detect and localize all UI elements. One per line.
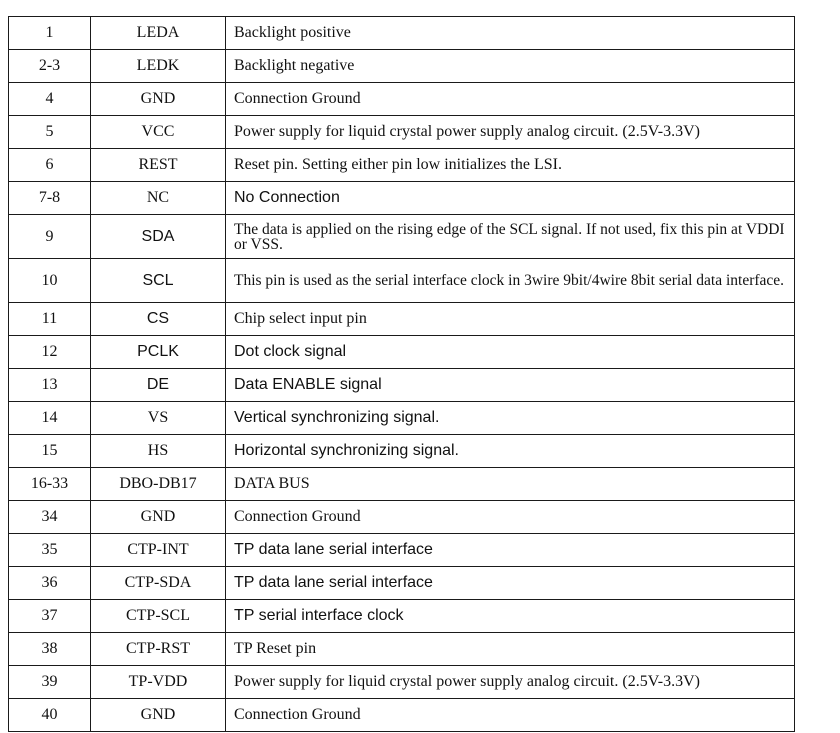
table-row xyxy=(9,215,795,259)
table-row xyxy=(9,149,795,182)
pin-description: Connection Ground xyxy=(226,501,795,534)
table-row xyxy=(9,303,795,336)
pin-number: 39 xyxy=(9,666,91,699)
pin-number: 7-8 xyxy=(9,182,91,215)
table-row xyxy=(9,259,795,303)
table-row xyxy=(9,600,795,633)
pin-description: Data ENABLE signal xyxy=(226,369,795,402)
pin-description: This pin is used as the serial interface clock in 3wire 9bit/4wire 8bit serial data interface. xyxy=(226,259,795,303)
pin-symbol: CTP-RST xyxy=(91,633,226,666)
pin-number: 5 xyxy=(9,116,91,149)
pin-number: 40 xyxy=(9,699,91,732)
pin-description: Chip select input pin xyxy=(226,303,795,336)
pin-description: Dot clock signal xyxy=(226,336,795,369)
table-row xyxy=(9,336,795,369)
pin-description: Connection Ground xyxy=(226,83,795,116)
pin-symbol: TP-VDD xyxy=(91,666,226,699)
pin-description: Horizontal synchronizing signal. xyxy=(226,435,795,468)
pin-symbol: PCLK xyxy=(91,336,226,369)
pin-description: Power supply for liquid crystal power supply analog circuit. (2.5V-3.3V) xyxy=(226,666,795,699)
pin-number: 2-3 xyxy=(9,50,91,83)
pin-number: 16-33 xyxy=(9,468,91,501)
table-row xyxy=(9,666,795,699)
pin-symbol: SDA xyxy=(91,215,226,259)
table-row xyxy=(9,182,795,215)
pin-number: 36 xyxy=(9,567,91,600)
pin-number: 10 xyxy=(9,259,91,303)
pin-symbol: LEDA xyxy=(91,17,226,50)
pin-number: 4 xyxy=(9,83,91,116)
table-row xyxy=(9,699,795,732)
pin-number: 34 xyxy=(9,501,91,534)
pin-description: TP Reset pin xyxy=(226,633,795,666)
pin-description: TP data lane serial interface xyxy=(226,567,795,600)
pin-symbol: LEDK xyxy=(91,50,226,83)
pin-description: TP serial interface clock xyxy=(226,600,795,633)
pin-symbol: GND xyxy=(91,83,226,116)
table-row xyxy=(9,83,795,116)
pin-number: 12 xyxy=(9,336,91,369)
pin-number: 9 xyxy=(9,215,91,259)
pin-symbol: CTP-SCL xyxy=(91,600,226,633)
pin-description: Backlight positive xyxy=(226,17,795,50)
pin-symbol: HS xyxy=(91,435,226,468)
pin-description: Backlight negative xyxy=(226,50,795,83)
pin-number: 14 xyxy=(9,402,91,435)
pin-description: Power supply for liquid crystal power supply analog circuit. (2.5V-3.3V) xyxy=(226,116,795,149)
pin-symbol: DE xyxy=(91,369,226,402)
pin-symbol: GND xyxy=(91,699,226,732)
pin-number: 35 xyxy=(9,534,91,567)
pin-symbol: VS xyxy=(91,402,226,435)
pin-description: Vertical synchronizing signal. xyxy=(226,402,795,435)
pin-symbol: REST xyxy=(91,149,226,182)
pin-number: 13 xyxy=(9,369,91,402)
pin-symbol: NC xyxy=(91,182,226,215)
pin-number: 6 xyxy=(9,149,91,182)
pin-number: 37 xyxy=(9,600,91,633)
table-row xyxy=(9,435,795,468)
pin-number: 38 xyxy=(9,633,91,666)
pin-symbol: DBO-DB17 xyxy=(91,468,226,501)
table-row xyxy=(9,567,795,600)
pin-number: 11 xyxy=(9,303,91,336)
pin-definition-table xyxy=(8,16,795,732)
table-row xyxy=(9,633,795,666)
table-row xyxy=(9,501,795,534)
table-row xyxy=(9,50,795,83)
pin-symbol: GND xyxy=(91,501,226,534)
table-row xyxy=(9,369,795,402)
pin-description: The data is applied on the rising edge of the SCL signal. If not used, fix this pin at VDDI or VSS. xyxy=(226,215,795,259)
table-row xyxy=(9,402,795,435)
pin-symbol: CS xyxy=(91,303,226,336)
pin-symbol: CTP-SDA xyxy=(91,567,226,600)
pin-symbol: VCC xyxy=(91,116,226,149)
pin-number: 15 xyxy=(9,435,91,468)
pin-number: 1 xyxy=(9,17,91,50)
table-row xyxy=(9,116,795,149)
pin-description: Connection Ground xyxy=(226,699,795,732)
table-row xyxy=(9,534,795,567)
table-row xyxy=(9,468,795,501)
table-row xyxy=(9,17,795,50)
pin-description: Reset pin. Setting either pin low initializes the LSI. xyxy=(226,149,795,182)
pin-description: No Connection xyxy=(226,182,795,215)
pin-symbol: CTP-INT xyxy=(91,534,226,567)
pin-description: DATA BUS xyxy=(226,468,795,501)
pin-symbol: SCL xyxy=(91,259,226,303)
pin-description: TP data lane serial interface xyxy=(226,534,795,567)
